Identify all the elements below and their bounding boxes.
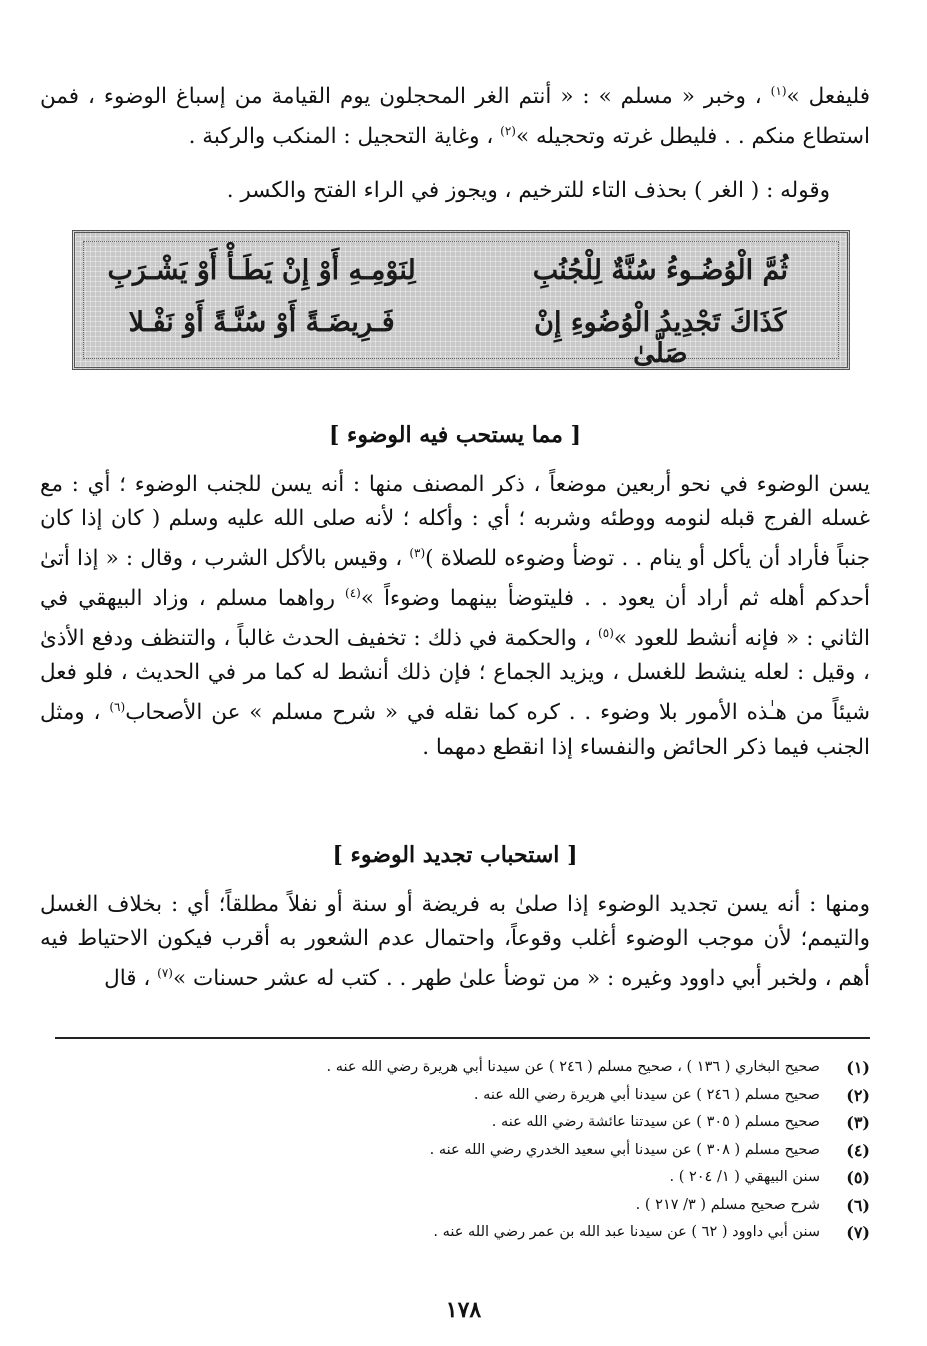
footnote-number: (١) (846, 1058, 870, 1077)
footnote-item (60, 1054, 870, 1082)
section-heading-2: [ استحباب تجديد الوضوء ] (332, 842, 578, 868)
footnote-ref[interactable]: (٥) (598, 626, 614, 641)
note-line (40, 174, 870, 208)
footnote-text: سنن أبي داوود ( ٦٢ ) عن سيدنا عبد الله بن عمر رضي الله عنه . (433, 1224, 820, 1240)
hemistich-right: ثُمَّ الْوُضُـوءُ سُنَّةٌ لِلْجُنُبِ (532, 255, 789, 286)
footnote-ref[interactable]: (٦) (109, 700, 126, 715)
footnote-number: (٦) (846, 1195, 870, 1215)
hemistich-right: كَذَاكَ تَجْدِيدُ الْوُضُوءِ إِنْ صَلَّىٰ (534, 307, 787, 369)
footnote-ref[interactable]: (٢) (500, 124, 516, 139)
footnote-item (60, 1109, 870, 1137)
text-run: يسن الوضوء في نحو أربعين موضعاً ، ذكر المصنف منها : أنه يسن للجنب الوضوء ؛ أي : مع غسله الفرج قبله لنومه ووطئه وشربه ؛ أي : وأكله ؛ لأنه صلى الله عليه وسلم ( كان إذا كان جنباً فأراد أن يأكل أو ينام . . توضأ وضوءه للصلاة ) (40, 472, 870, 572)
text-run: ، قال (104, 966, 158, 992)
footnote-text: صحيح مسلم ( ٢٤٦ ) عن سيدنا أبي هريرة رضي الله عنه . (473, 1086, 820, 1103)
footnote-text: صحيح البخاري ( ١٣٦ ) ، صحيح مسلم ( ٢٤٦ ) عن سيدنا أبي هريرة رضي الله عنه . (326, 1059, 820, 1075)
text-run: رواهما مسلم ، وزاد البيهقي في الثاني : « فإنه أنشط للعود » (40, 586, 870, 652)
footnote-ref[interactable]: (٧) (157, 966, 173, 980)
footnote-item (60, 1164, 870, 1192)
note-text: وقوله : ( الغر ) بحذف التاء للترخيم ، ويجوز في الراء الفتح والكسر . (226, 178, 830, 203)
text-run: ومنها : أنه يسن تجديد الوضوء إذا صلىٰ به فريضة أو سنة أو نفلاً مطلقاً؛ أي : بخلاف الغسل والتيمم؛ لأن موجب الوضوء أغلب وقوعاً، واحتمال عدم الشعور به أقرب فيكون الاحتياط فيه أهم ، ولخبر أبي داوود وغيره : « من توضأ علىٰ طهر . . كتب له عشر حسنات » (40, 892, 870, 992)
page-number: ١٧٨ (445, 1297, 482, 1323)
footnote-item (60, 1192, 870, 1220)
top-paragraph (40, 74, 870, 154)
text-run: ، والحكمة في ذلك : تخفيف الحدث غالباً ، والتنظف ودفع الأذىٰ ، وقيل : لعله ينشط للغسل ، ويزيد الجماع ؛ فإن ذلك أنشط له كما مر في الحديث ، فلو فعل شيئاً من هـٰذه الأمور بلا وضوء . . كره كما نقله في « شرح مسلم » عن الأصحاب (40, 626, 870, 726)
footnote-text: صحيح مسلم ( ٣٠٨ ) عن سيدنا أبي سعيد الخدري رضي الله عنه . (429, 1141, 820, 1158)
footnote-number: (٧) (846, 1223, 870, 1242)
footnote-text: سنن البيهقي ( ١/ ٢٠٤ ) . (669, 1169, 820, 1185)
text-run: ، ومثل الجنب فيما ذكر الحائض والنفساء إذا انقطع دمهما . (40, 700, 870, 760)
footnote-number: (٥) (846, 1168, 870, 1187)
text-run: ، وقيس بالأكل الشرب ، وقال : « إذا أتىٰ أحدكم أهله ثم أراد أن يعود . . فليتوضأ بينهما وضوءاً » (40, 546, 870, 612)
hemistich-left: لِنَوْمِـهِ أَوْ إِنْ يَطَـأْ أَوْ يَشْـرَبِ (107, 255, 416, 286)
poem-box (72, 230, 850, 370)
footnote-ref[interactable]: (١) (770, 84, 787, 98)
section-heading-1: [ مما يستحب فيه الوضوء ] (328, 422, 582, 448)
footnote-item (60, 1219, 870, 1247)
footnote-text: شرح صحيح مسلم ( ٣/ ٢١٧ ) . (635, 1196, 820, 1213)
footnote-ref[interactable]: (٤) (345, 586, 361, 601)
text-run: فليفعل » (786, 84, 871, 110)
section-2-paragraph (40, 888, 870, 996)
section-1-paragraph (40, 468, 870, 765)
poem-verse-1 (105, 255, 817, 286)
footnotes (60, 1054, 870, 1247)
poem-verse-2 (105, 307, 817, 369)
hemistich-left: فَـرِيضَـةً أَوْ سُنَّـةً أَوْ نَفْـلا (128, 307, 395, 338)
footnote-item (60, 1137, 870, 1165)
text-run: ، وخبر « مسلم » : « أنتم الغر المحجلون يوم القيامة من إسباغ الوضوء ، فمن استطاع منكم . . فليطل غرته وتحجيله » (40, 84, 870, 150)
footnote-text: صحيح مسلم ( ٣٠٥ ) عن سيدتنا عائشة رضي الله عنه . (491, 1114, 820, 1130)
footnote-divider (55, 1037, 870, 1039)
text-run: ، وغاية التحجيل : المنكب والركبة . (188, 124, 501, 150)
footnote-number: (٢) (846, 1085, 870, 1105)
footnote-number: (٤) (846, 1140, 870, 1160)
footnote-number: (٣) (846, 1113, 870, 1132)
footnote-ref[interactable]: (٣) (409, 546, 426, 560)
footnote-item (60, 1082, 870, 1110)
